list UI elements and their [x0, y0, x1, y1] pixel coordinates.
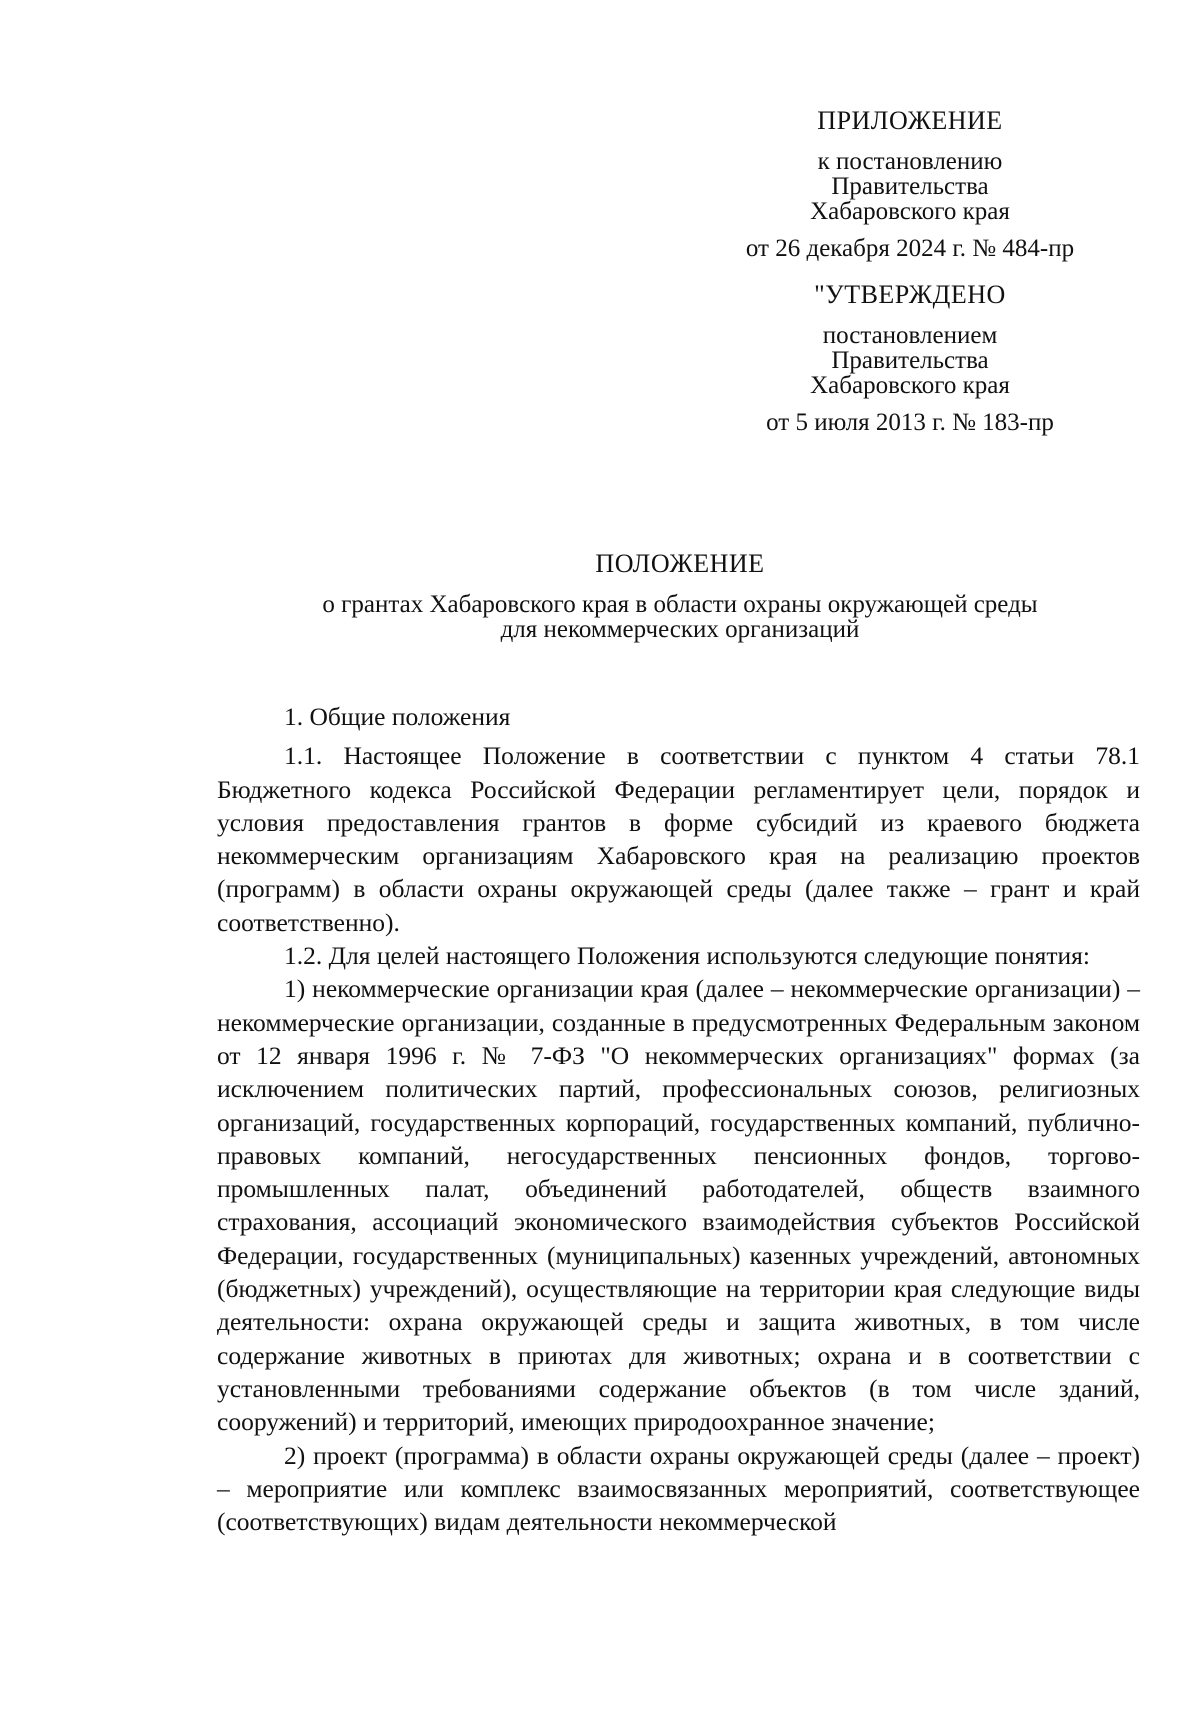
appendix-line: Хабаровского края	[810, 198, 1010, 225]
paragraph-1-2-1: 1) некоммерческие организации края (далее – некоммерческие организации) – некоммерческие организации, созданные в предусмотренных Федеральным законом от 12 января 1996 г. № 7-ФЗ "О некоммерческих организациях" формах (за исключением политических партий, профессиональных союзов, религиозных организаций, государственных корпораций, государственных компаний, публично-правовых компаний, негосударственных пенсионных фондов, торгово-промышленных палат, объединений работодателей, обществ взаимного страхования, ассоциаций экономического взаимодействия субъектов Российской Федерации, государственных (муниципальных) казенных учреждений, автономных (бюджетных) учреждений), осуществляющие на территории края следующие виды деятельности: охрана окружающей среды и защита животных, в том числе содержание животных в приютах для животных; охрана и в соответствии с установленными требованиями содержание объектов (в том числе зданий, сооружений) и территорий, имеющих природоохранное значение;	[217, 974, 1140, 1437]
approval-block	[700, 282, 1120, 435]
appendix-block	[700, 108, 1120, 261]
paragraph-1-2: 1.2. Для целей настоящего Положения используются следующие понятия:	[284, 941, 1090, 971]
approval-line: постановлением	[822, 322, 998, 349]
approval-date: от 5 июля 2013 г. № 183-пр	[766, 409, 1054, 436]
appendix-line: Правительства	[831, 173, 989, 200]
appendix-line: к постановлению	[817, 148, 1003, 175]
approval-line: Правительства	[831, 347, 989, 374]
section-heading: 1. Общие положения	[284, 702, 511, 731]
document-body	[217, 700, 1140, 1538]
document-subtitle: для некоммерческих организаций	[500, 616, 860, 643]
paragraph-1-1: 1.1. Настоящее Положение в соответствии с пунктом 4 статьи 78.1 Бюджетного кодекса Российской Федерации регламентирует цели, порядок и условия предоставления грантов в форме субсидий из краевого бюджета некоммерческим организациям Хабаровского края на реализацию проектов (программ) в области охраны окружающей среды (далее также – грант и край соответственно).	[217, 741, 1140, 937]
appendix-title: ПРИЛОЖЕНИЕ	[817, 106, 1003, 135]
document-title: ПОЛОЖЕНИЕ	[595, 549, 765, 578]
document-title-block	[210, 551, 1150, 642]
approval-line: Хабаровского края	[810, 372, 1010, 399]
document-subtitle: о грантах Хабаровского края в области охраны окружающей среды	[322, 591, 1038, 618]
appendix-date: от 26 декабря 2024 г. № 484-пр	[745, 235, 1075, 262]
paragraph-1-2-2: 2) проект (программа) в области охраны окружающей среды (далее – проект) – мероприятие или комплекс взаимосвязанных мероприятий, соответствующее (соответствующих) видам деятельности некоммерческой	[217, 1440, 1140, 1537]
approval-title: "УТВЕРЖДЕНО	[814, 280, 1006, 309]
